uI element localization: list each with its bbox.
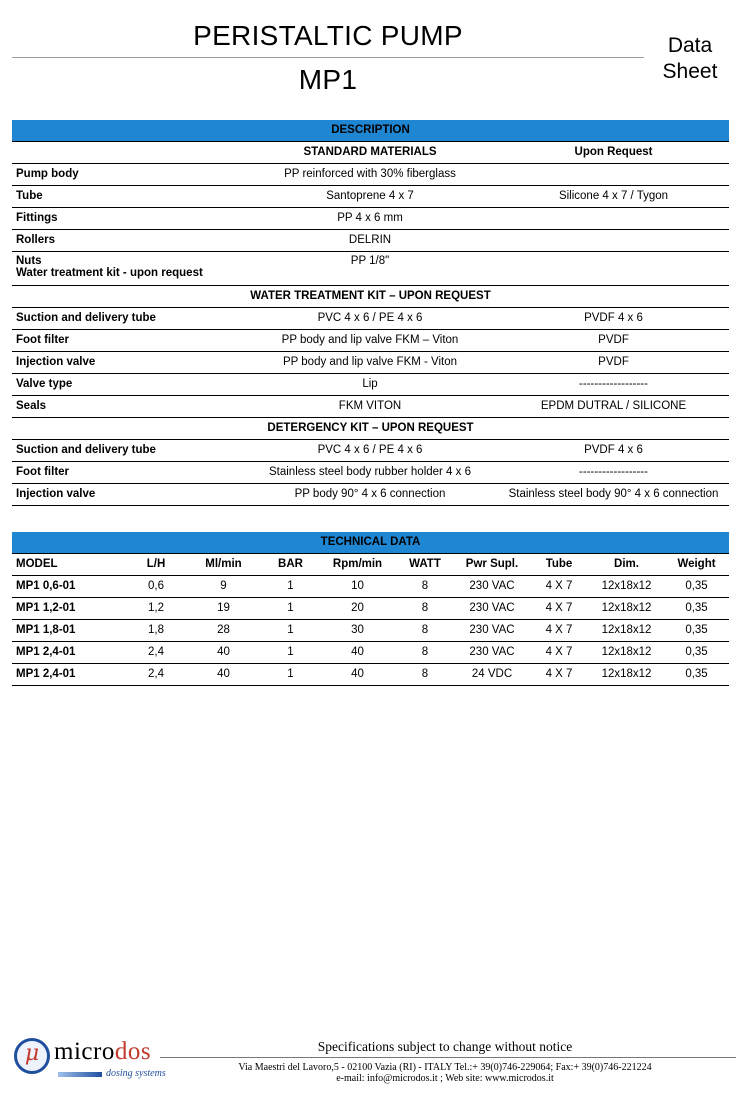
cell: 40 xyxy=(186,641,261,663)
cell: 4 X 7 xyxy=(529,597,589,619)
col-header: MODEL xyxy=(12,553,126,575)
table-row xyxy=(12,329,729,351)
model-cell: MP1 2,4-01 xyxy=(12,641,126,663)
table-row xyxy=(12,663,729,685)
cell: 40 xyxy=(320,663,395,685)
cell: 4 X 7 xyxy=(529,641,589,663)
cell: 12x18x12 xyxy=(589,575,664,597)
row-request: PVDF xyxy=(498,351,729,373)
row-standard: PVC 4 x 6 / PE 4 x 6 xyxy=(242,307,498,329)
row-request: PVDF xyxy=(498,329,729,351)
table-row xyxy=(12,575,729,597)
cell: 0,35 xyxy=(664,663,729,685)
doc-type-line2: Sheet xyxy=(662,60,718,83)
table-row xyxy=(12,373,729,395)
table-row xyxy=(12,185,729,207)
cell: 19 xyxy=(186,597,261,619)
mu-icon: μ xyxy=(24,1041,40,1066)
row-label: Suction and delivery tube xyxy=(12,307,242,329)
row-standard: PP reinforced with 30% fiberglass xyxy=(242,163,498,185)
cell: 1 xyxy=(261,575,320,597)
cell: 0,6 xyxy=(126,575,186,597)
table-row xyxy=(12,307,729,329)
row-standard: DELRIN xyxy=(242,229,498,251)
table-row xyxy=(12,619,729,641)
row-request: Stainless steel body 90° 4 x 6 connection xyxy=(498,483,729,505)
table-row xyxy=(12,251,729,285)
col-header: WATT xyxy=(395,553,455,575)
row-label: Rollers xyxy=(12,229,242,251)
cell: 12x18x12 xyxy=(589,597,664,619)
row-standard: PP body and lip valve FKM – Viton xyxy=(242,329,498,351)
row-label: Injection valve xyxy=(12,483,242,505)
detergency-kit-heading: DETERGENCY KIT – UPON REQUEST xyxy=(12,417,729,439)
company-address: Via Maestri del Lavoro,5 - 02100 Vazia (RI) - ITALY Tel.:+ 39(0)746-229064; Fax:+ 39(0)746-221224 xyxy=(238,1062,652,1073)
table-row xyxy=(12,461,729,483)
technical-table xyxy=(12,532,729,686)
table-row xyxy=(12,351,729,373)
cell: 0,35 xyxy=(664,597,729,619)
cell: 4 X 7 xyxy=(529,619,589,641)
cell: 8 xyxy=(395,663,455,685)
microdos-logo xyxy=(14,1038,194,1084)
cell: 8 xyxy=(395,641,455,663)
header-empty-cell xyxy=(12,141,242,163)
technical-header-row xyxy=(12,553,729,575)
row-label: Foot filter xyxy=(12,461,242,483)
nuts-label-cell xyxy=(12,251,242,285)
cell: 8 xyxy=(395,619,455,641)
row-label: Nuts xyxy=(16,254,42,267)
cell: 0,35 xyxy=(664,619,729,641)
model-cell: MP1 2,4-01 xyxy=(12,663,126,685)
cell: 28 xyxy=(186,619,261,641)
cell: 2,4 xyxy=(126,663,186,685)
model-cell: MP1 0,6-01 xyxy=(12,575,126,597)
row-request: EPDM DUTRAL / SILICONE xyxy=(498,395,729,417)
col-header: Pwr Supl. xyxy=(455,553,529,575)
table-row xyxy=(12,207,729,229)
row-request xyxy=(498,251,729,285)
col-standard-header: STANDARD MATERIALS xyxy=(242,141,498,163)
logo-tagline: dosing systems xyxy=(106,1068,166,1079)
row-label: Suction and delivery tube xyxy=(12,439,242,461)
row-standard: Santoprene 4 x 7 xyxy=(242,185,498,207)
cell: 40 xyxy=(186,663,261,685)
row-label: Foot filter xyxy=(12,329,242,351)
col-header: Weight xyxy=(664,553,729,575)
cell: 230 VAC xyxy=(455,641,529,663)
row-request xyxy=(498,163,729,185)
table-row xyxy=(12,439,729,461)
row-request: PVDF 4 x 6 xyxy=(498,439,729,461)
table-row xyxy=(12,483,729,505)
row-standard: FKM VITON xyxy=(242,395,498,417)
logo-word-micro: micro xyxy=(54,1038,115,1065)
col-header: Ml/min xyxy=(186,553,261,575)
row-label: Tube xyxy=(12,185,242,207)
cell: 1 xyxy=(261,663,320,685)
row-label: Valve type xyxy=(12,373,242,395)
doc-type-line1: Data xyxy=(667,34,713,57)
cell: 20 xyxy=(320,597,395,619)
row-label: Seals xyxy=(12,395,242,417)
table-row xyxy=(12,597,729,619)
logo-stripe xyxy=(58,1072,102,1077)
row-standard: PP 4 x 6 mm xyxy=(242,207,498,229)
col-request-header: Upon Request xyxy=(498,141,729,163)
cell: 4 X 7 xyxy=(529,663,589,685)
cell: 10 xyxy=(320,575,395,597)
company-address-block xyxy=(200,1062,690,1084)
cell: 1,2 xyxy=(126,597,186,619)
cell: 0,35 xyxy=(664,575,729,597)
row-request: ------------------ xyxy=(498,373,729,395)
cell: 24 VDC xyxy=(455,663,529,685)
row-standard: Lip xyxy=(242,373,498,395)
description-band: DESCRIPTION xyxy=(12,120,729,141)
table-row xyxy=(12,163,729,185)
cell: 0,35 xyxy=(664,641,729,663)
cell: 30 xyxy=(320,619,395,641)
cell: 1 xyxy=(261,597,320,619)
table-row xyxy=(12,641,729,663)
cell: 40 xyxy=(320,641,395,663)
row-request: ------------------ xyxy=(498,461,729,483)
row-request xyxy=(498,229,729,251)
cell: 8 xyxy=(395,597,455,619)
company-contact: e-mail: info@microdos.it ; Web site: www.microdos.it xyxy=(336,1073,554,1084)
col-header: Rpm/min xyxy=(320,553,395,575)
cell: 1 xyxy=(261,641,320,663)
logo-word-dos: dos xyxy=(114,1038,152,1065)
title-divider xyxy=(12,57,644,58)
col-header: BAR xyxy=(261,553,320,575)
row-standard: PP body and lip valve FKM - Viton xyxy=(242,351,498,373)
row-request: PVDF 4 x 6 xyxy=(498,307,729,329)
col-header: Dim. xyxy=(589,553,664,575)
description-table xyxy=(12,120,729,506)
table-row xyxy=(12,229,729,251)
cell: 8 xyxy=(395,575,455,597)
row-label: Fittings xyxy=(12,207,242,229)
cell: 230 VAC xyxy=(455,575,529,597)
logo-wordmark xyxy=(54,1038,151,1066)
cell: 230 VAC xyxy=(455,597,529,619)
row-standard: PP 1/8" xyxy=(242,251,498,285)
model-cell: MP1 1,2-01 xyxy=(12,597,126,619)
technical-band: TECHNICAL DATA xyxy=(12,532,729,553)
doc-type-label xyxy=(648,33,732,85)
row-label: Injection valve xyxy=(12,351,242,373)
cell: 4 X 7 xyxy=(529,575,589,597)
cell: 230 VAC xyxy=(455,619,529,641)
change-notice: Specifications subject to change without notice xyxy=(317,1039,573,1054)
cell: 12x18x12 xyxy=(589,619,664,641)
model-cell: MP1 1,8-01 xyxy=(12,619,126,641)
row-request: Silicone 4 x 7 / Tygon xyxy=(498,185,729,207)
col-header: L/H xyxy=(126,553,186,575)
row-label-note: Water treatment kit - upon request xyxy=(16,266,203,279)
page-title: PERISTALTIC PUMP xyxy=(193,20,463,51)
cell: 2,4 xyxy=(126,641,186,663)
cell: 1,8 xyxy=(126,619,186,641)
col-header: Tube xyxy=(529,553,589,575)
cell: 1 xyxy=(261,619,320,641)
row-standard: PP body 90° 4 x 6 connection xyxy=(242,483,498,505)
footer-divider xyxy=(160,1057,736,1058)
cell: 12x18x12 xyxy=(589,663,664,685)
row-standard: PVC 4 x 6 / PE 4 x 6 xyxy=(242,439,498,461)
row-request xyxy=(498,207,729,229)
cell: 12x18x12 xyxy=(589,641,664,663)
row-standard: Stainless steel body rubber holder 4 x 6 xyxy=(242,461,498,483)
model-title: MP1 xyxy=(298,64,358,95)
table-row xyxy=(12,395,729,417)
cell: 9 xyxy=(186,575,261,597)
row-label: Pump body xyxy=(12,163,242,185)
water-kit-heading: WATER TREATMENT KIT – UPON REQUEST xyxy=(12,285,729,307)
